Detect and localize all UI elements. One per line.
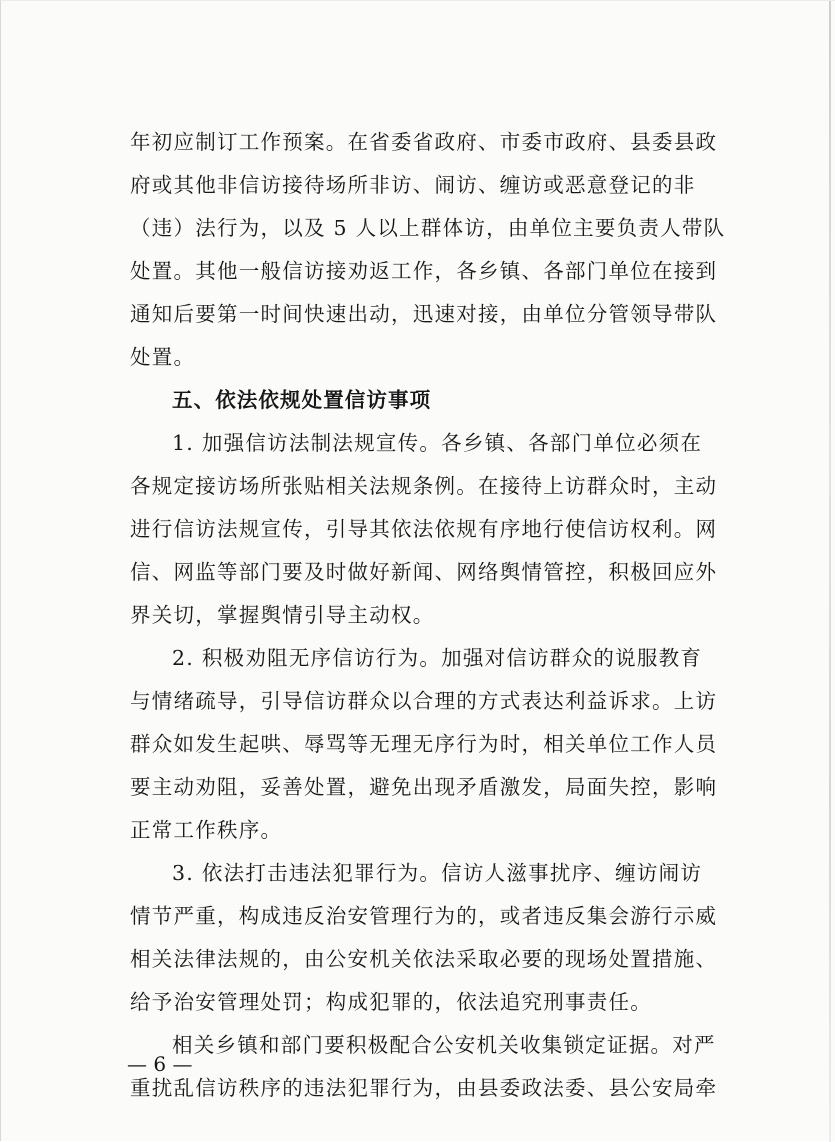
text-line: 与情绪疏导，引导信访群众以合理的方式表达利益诉求。上访	[130, 689, 718, 713]
text-line: 年初应制订工作预案。在省委省政府、市委市政府、县委县政	[130, 130, 718, 154]
text-line: 各规定接访场所张贴相关法规条例。在接待上访群众时，主动	[130, 474, 718, 498]
text-line: 相关法律法规的，由公安机关依法采取必要的现场处置措施、	[130, 947, 718, 971]
text-line: 处置。其他一般信访接劝返工作，各乡镇、各部门单位在接到	[130, 259, 718, 283]
text-line: 群众如发生起哄、辱骂等无理无序行为时，相关单位工作人员	[130, 732, 718, 756]
page-number: — 6 —	[127, 1052, 193, 1076]
text-line: 重扰乱信访秩序的违法犯罪行为，由县委政法委、县公安局牵	[130, 1076, 718, 1100]
text-line: 通知后要第一时间快速出动，迅速对接，由单位分管领导带队	[130, 302, 718, 326]
text-line: （违）法行为，以及 5 人以上群体访，由单位主要负责人带队	[130, 216, 726, 240]
paragraph-first-line: 2. 积极劝阻无序信访行为。加强对信访群众的说服教育	[172, 646, 703, 670]
text-line: 处置。	[130, 345, 196, 369]
section-heading: 五、依法依规处置信访事项	[172, 388, 432, 412]
text-line: 界关切，掌握舆情引导主动权。	[130, 603, 435, 627]
paragraph-first-line: 相关乡镇和部门要积极配合公安机关收集锁定证据。对严	[172, 1033, 716, 1057]
text-line: 给予治安管理处罚；构成犯罪的，依法追究刑事责任。	[130, 990, 652, 1014]
text-line: 情节严重，构成违反治安管理行为的，或者违反集会游行示威	[130, 904, 718, 928]
paragraph-first-line: 1. 加强信访法制法规宣传。各乡镇、各部门单位必须在	[172, 431, 703, 455]
paragraph-first-line: 3. 依法打击违法犯罪行为。信访人滋事扰序、缠访闹访	[172, 861, 703, 885]
text-line: 要主动劝阻，妥善处置，避免出现矛盾激发，局面失控，影响	[130, 775, 718, 799]
text-line: 府或其他非信访接待场所非访、闹访、缠访或恶意登记的非	[130, 173, 696, 197]
text-line: 进行信访法规宣传，引导其依法依规有序地行使信访权利。网	[130, 517, 718, 541]
text-line: 正常工作秩序。	[130, 818, 283, 842]
text-line: 信、网监等部门要及时做好新闻、网络舆情管控，积极回应外	[130, 560, 718, 584]
scan-edge-shadow	[829, 1, 831, 1142]
